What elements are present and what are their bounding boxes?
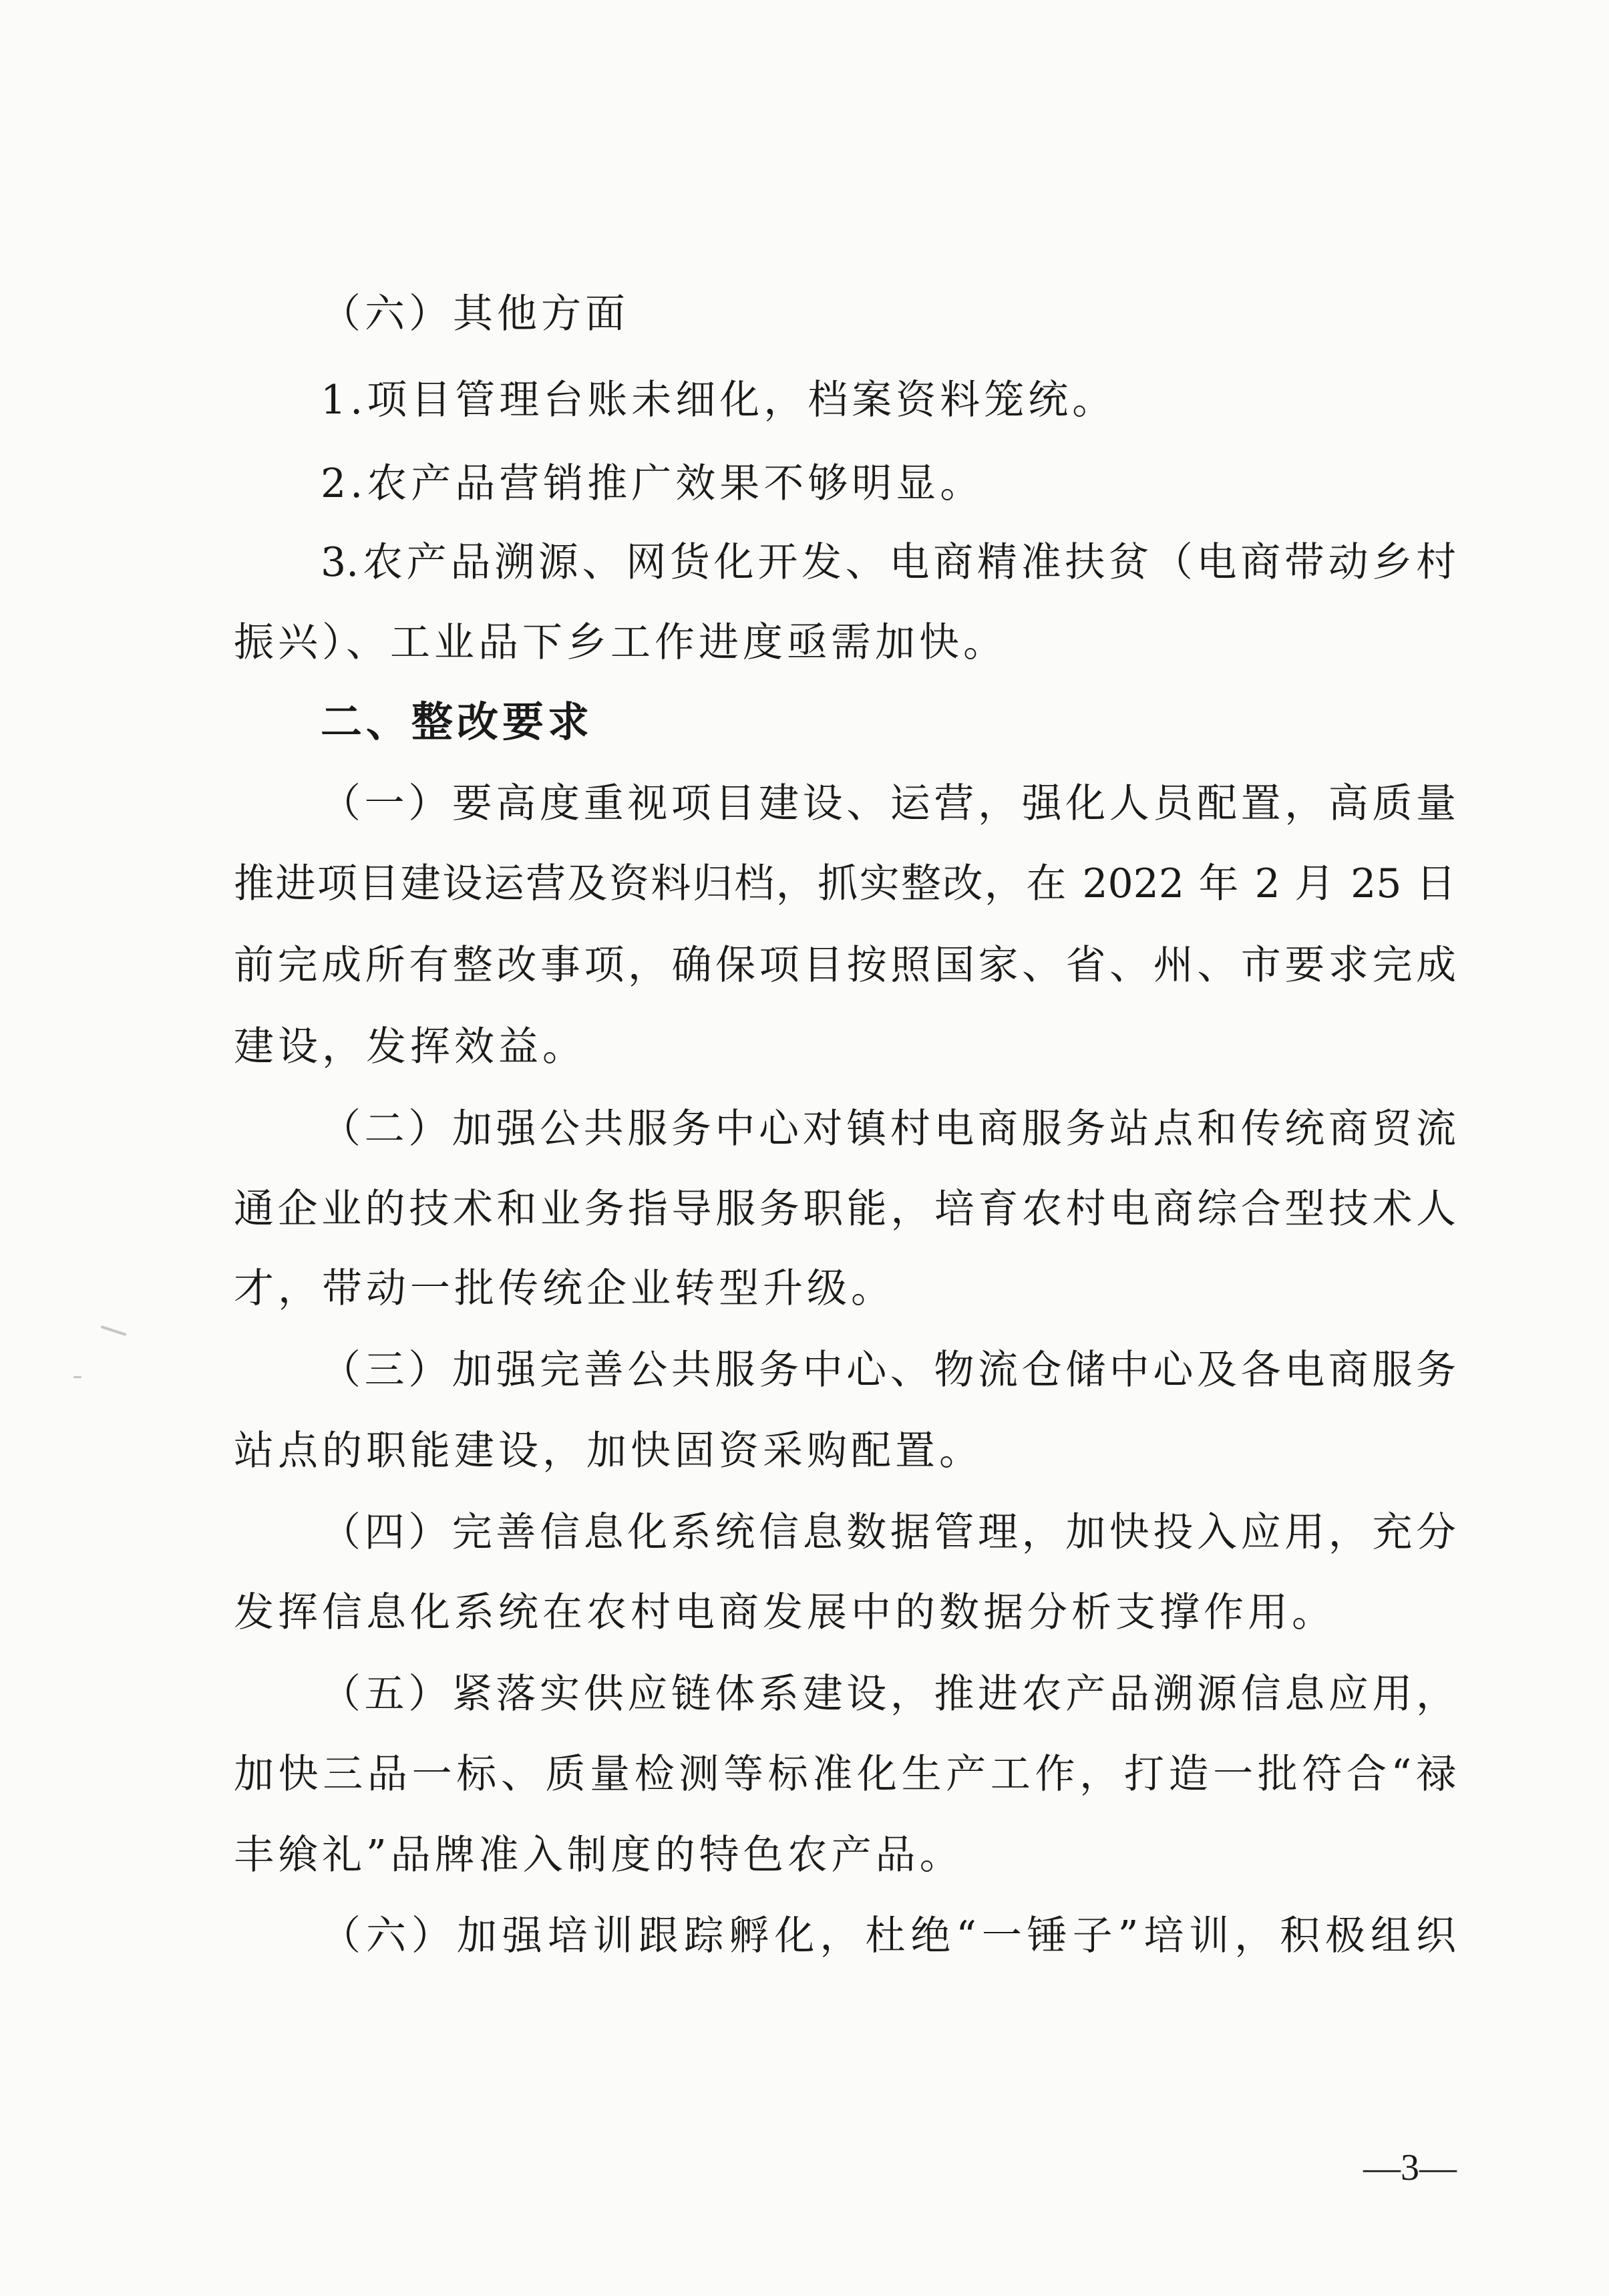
req-1-line-1: （一）要高度重视项目建设、运营，强化人员配置，高质量	[321, 780, 1456, 827]
req-5-line-2: 加快三品一标、质量检测等标准化生产工作，打造一批符合“禄	[234, 1751, 1456, 1798]
req-2-line-2: 通企业的技术和业务指导服务职能，培育农村电商综合型技术人	[234, 1186, 1456, 1233]
item-3-line-2: 振兴）、工业品下乡工作进度亟需加快。	[234, 619, 1007, 666]
scan-speck	[100, 1325, 126, 1336]
page-number: —3—	[1363, 2147, 1457, 2188]
req-4-line-1: （四）完善信息化系统信息数据管理，加快投入应用，充分	[321, 1509, 1456, 1556]
req-5-line-1: （五）紧落实供应链体系建设，推进农产品溯源信息应用，	[321, 1671, 1456, 1717]
req-3-line-2: 站点的职能建设，加快固资采购配置。	[234, 1428, 983, 1474]
req-6-line-1: （六）加强培训跟踪孵化，杜绝“一锤子”培训，积极组织	[321, 1913, 1456, 1959]
req-5-line-3: 丰飨礼”品牌准入制度的特色农产品。	[234, 1832, 964, 1878]
req-2-line-3: 才，带动一批传统企业转型升级。	[234, 1265, 895, 1312]
item-2: 2.农产品营销推广效果不够明显。	[321, 460, 985, 507]
req-1-line-4: 建设，发挥效益。	[234, 1023, 586, 1070]
req-2-line-1: （二）加强公共服务中心对镇村电商服务站点和传统商贸流	[321, 1106, 1456, 1152]
req-1-line-2: 推进项目建设运营及资料归档，抓实整改，在 2022 年 2 月 25 日	[234, 860, 1456, 907]
req-4-line-2: 发挥信息化系统在农村电商发展中的数据分析支撑作用。	[234, 1589, 1336, 1636]
section-six-title: （六）其他方面	[321, 291, 629, 337]
item-3-line-1: 3.农产品溯源、网货化开发、电商精准扶贫（电商带动乡村	[321, 539, 1456, 586]
heading-rectification-requirements: 二、整改要求	[321, 697, 594, 746]
req-1-line-3: 前完成所有整改事项，确保项目按照国家、省、州、市要求完成	[234, 942, 1456, 989]
item-1: 1.项目管理台账未细化，档案资料笼统。	[321, 377, 1117, 424]
scan-speck	[73, 1376, 81, 1378]
req-3-line-1: （三）加强完善公共服务中心、物流仓储中心及各电商服务	[321, 1347, 1456, 1393]
